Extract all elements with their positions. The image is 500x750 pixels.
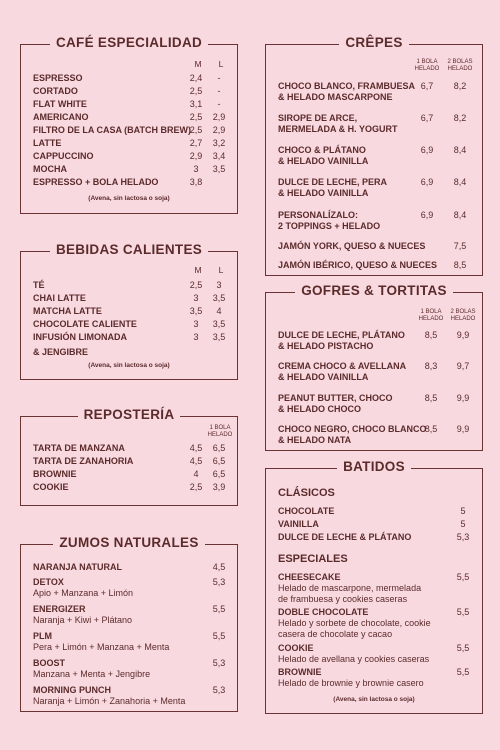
price-l: 3,5 xyxy=(212,164,226,174)
price: 4,5 xyxy=(212,562,226,572)
price-helado: 6,5 xyxy=(212,469,226,479)
price-m: 2,5 xyxy=(189,280,203,290)
especiales-heading: ESPECIALES xyxy=(278,553,348,565)
price-m: 2,7 xyxy=(189,138,203,148)
price: 5,3 xyxy=(456,532,470,542)
menu-item: PLM xyxy=(33,631,52,641)
price-2-bolas: 9,9 xyxy=(456,330,470,340)
price: 5,5 xyxy=(456,667,470,677)
menu-item: DULCE DE LECHE, PLÁTANO xyxy=(278,330,405,340)
menu-item: FILTRO DE LA CASA (BATCH BREW) xyxy=(33,125,191,135)
cafe-section xyxy=(20,35,238,214)
menu-item: BOOST xyxy=(33,658,66,668)
batidos-section xyxy=(265,459,483,714)
milk-note: (Avena, sin lactosa o soja) xyxy=(88,362,170,369)
price-1-bola: 6,9 xyxy=(420,210,434,220)
bebidas-col-l: L xyxy=(218,265,224,275)
menu-item: LATTE xyxy=(33,138,62,148)
price-1-bola: 6,9 xyxy=(420,145,434,155)
menu-item: TARTA DE MANZANA xyxy=(33,443,125,453)
menu-item: CHOCO BLANCO, FRAMBUESA xyxy=(278,81,415,91)
menu-item-line2: & HELADO CHOCO xyxy=(278,404,361,414)
menu-item: INFUSIÓN LIMONADA xyxy=(33,332,127,342)
price-m: 2,4 xyxy=(189,73,203,83)
price: 4,5 xyxy=(189,456,203,466)
price-2-bolas: 8,4 xyxy=(453,145,467,155)
item-description: Apio + Manzana + Limón xyxy=(33,588,134,598)
menu-item: DETOX xyxy=(33,577,64,587)
price-m: 3 xyxy=(193,332,199,342)
menu-item: PERSONALÍZALO: xyxy=(278,210,358,220)
menu-item: ENERGIZER xyxy=(33,604,86,614)
menu-item: BROWNIE xyxy=(278,667,322,677)
item-description: Helado de mascarpone, mermelada xyxy=(278,583,422,593)
menu-item-line2: & HELADO VAINILLA xyxy=(278,188,369,198)
price-m: 3,1 xyxy=(189,99,203,109)
price-l: 3,5 xyxy=(212,319,226,329)
gofres-col-2: 2 BOLAS HELADO xyxy=(450,309,476,322)
clasicos-heading: CLÁSICOS xyxy=(278,487,335,499)
menu-item: DOBLE CHOCOLATE xyxy=(278,607,369,617)
price: 5,3 xyxy=(212,577,226,587)
price: 5,5 xyxy=(212,604,226,614)
price-m: 2,5 xyxy=(189,125,203,135)
item-description: Pera + Limón + Manzana + Menta xyxy=(33,642,170,652)
price-l: 3,2 xyxy=(212,138,226,148)
menu-item: PEANUT BUTTER, CHOCO xyxy=(278,393,393,403)
item-description: Naranja + Limón + Zanahoria + Menta xyxy=(33,696,186,706)
cafe-title: CAFÉ ESPECIALIDAD xyxy=(50,35,208,50)
menu-item: CAPPUCCINO xyxy=(33,151,94,161)
price: 2,5 xyxy=(189,482,203,492)
price-2-bolas: 9,7 xyxy=(456,361,470,371)
price-helado: 3,9 xyxy=(212,482,226,492)
price: 5,3 xyxy=(212,658,226,668)
price-2-bolas: 8,2 xyxy=(453,81,467,91)
menu-item: CORTADO xyxy=(33,86,78,96)
zumos-section xyxy=(20,535,238,712)
menu-item: JAMÓN IBÉRICO, QUESO & NUECES xyxy=(278,260,438,270)
menu-item: CHEESECAKE xyxy=(278,572,341,582)
price-2-bolas: 8,4 xyxy=(453,210,467,220)
price-m: 3,8 xyxy=(189,177,203,187)
price-2-bolas: 9,9 xyxy=(456,424,470,434)
menu-item: ESPRESSO + BOLA HELADO xyxy=(33,177,159,187)
price-1-bola: 8,5 xyxy=(424,330,438,340)
price-l: 4 xyxy=(216,306,222,316)
price-l: 3,5 xyxy=(212,332,226,342)
crepes-col-2: 2 BOLAS HELADO xyxy=(447,59,473,72)
item-description: Helado de avellana y cookies caseras xyxy=(278,654,430,664)
cafe-col-l: L xyxy=(218,59,224,69)
menu-item: TÉ xyxy=(33,280,45,290)
price-l: - xyxy=(217,73,221,83)
reposteria-title: REPOSTERÍA xyxy=(78,407,181,422)
menu-item-line2: & HELADO PISTACHO xyxy=(278,341,374,351)
menu-item: AMERICANO xyxy=(33,112,89,122)
menu-item: CHAI LATTE xyxy=(33,293,86,303)
menu-item: DULCE DE LECHE & PLÁTANO xyxy=(278,532,412,542)
price-l: 2,9 xyxy=(212,112,226,122)
menu-item: MORNING PUNCH xyxy=(33,685,111,695)
price-l: - xyxy=(217,99,221,109)
price-l: 3,4 xyxy=(212,151,226,161)
menu-item: BROWNIE xyxy=(33,469,77,479)
crepes-section xyxy=(265,35,483,276)
milk-note: (Avena, sin lactosa o soja) xyxy=(88,195,170,202)
gofres-col-1: 1 BOLA HELADO xyxy=(418,309,444,322)
bebidas-section xyxy=(20,242,238,380)
menu-item: MOCHA xyxy=(33,164,67,174)
item-description: Manzana + Menta + Jengibre xyxy=(33,669,151,679)
price: 4,5 xyxy=(189,443,203,453)
menu-item: ESPRESSO xyxy=(33,73,83,83)
menu-item: COOKIE xyxy=(33,482,69,492)
price-1-bola: 6,7 xyxy=(420,113,434,123)
bebidas-col-m: M xyxy=(194,265,202,275)
gofres-section xyxy=(265,283,483,451)
menu-item: VAINILLA xyxy=(278,519,319,529)
item-description: Naranja + Kiwi + Plátano xyxy=(33,615,133,625)
price-l: 2,9 xyxy=(212,125,226,135)
price-m: 3 xyxy=(193,319,199,329)
zumos-title: ZUMOS NATURALES xyxy=(53,535,204,550)
menu-item: & JENGIBRE xyxy=(33,347,89,357)
menu-item: DULCE DE LECHE, PERA xyxy=(278,177,388,187)
menu-item-line2: 2 TOPPINGS + HELADO xyxy=(278,221,381,231)
price-m: 3,5 xyxy=(189,306,203,316)
batidos-title: BATIDOS xyxy=(337,459,411,474)
price: 5,5 xyxy=(456,607,470,617)
price-helado: 6,5 xyxy=(212,456,226,466)
price-1-bola: 8,3 xyxy=(424,361,438,371)
price-1-bola: 8,5 xyxy=(424,424,438,434)
crepes-col-1: 1 BOLA HELADO xyxy=(414,59,440,72)
menu-item: CHOCO NEGRO, CHOCO BLANCO xyxy=(278,424,427,434)
price: 5,5 xyxy=(212,631,226,641)
menu-item: NARANJA NATURAL xyxy=(33,562,122,572)
menu-item: CHOCO & PLÁTANO xyxy=(278,145,366,155)
menu-item: CHOCOLATE CALIENTE xyxy=(33,319,137,329)
menu-item: TARTA DE ZANAHORIA xyxy=(33,456,134,466)
price: 5,5 xyxy=(456,572,470,582)
price: 5,5 xyxy=(456,643,470,653)
price-m: 2,9 xyxy=(189,151,203,161)
item-description: Helado y sorbete de chocolate, cookie xyxy=(278,618,431,628)
item-description: casera de chocolate y cacao xyxy=(278,629,393,639)
cafe-col-m: M xyxy=(194,59,202,69)
price-m: 2,5 xyxy=(189,86,203,96)
price-m: 3 xyxy=(193,293,199,303)
menu-item: CREMA CHOCO & AVELLANA xyxy=(278,361,407,371)
menu-item: JAMÓN YORK, QUESO & NUECES xyxy=(278,241,426,251)
price-2-bolas: 9,9 xyxy=(456,393,470,403)
menu-item-line2: & HELADO VAINILLA xyxy=(278,156,369,166)
price-1-bola: 6,7 xyxy=(420,81,434,91)
price-l: - xyxy=(217,86,221,96)
price: 4 xyxy=(193,469,199,479)
menu-item: COOKIE xyxy=(278,643,314,653)
price-l: 3 xyxy=(216,280,222,290)
price: 5 xyxy=(460,506,466,516)
menu-item: CHOCOLATE xyxy=(278,506,335,516)
crepes-title: CRÊPES xyxy=(339,35,408,50)
menu-item: SIROPE DE ARCE, xyxy=(278,113,358,123)
item-description: de frambuesa y cookies caseras xyxy=(278,594,408,604)
price: 5,3 xyxy=(212,685,226,695)
reposteria-col-helado: 1 BOLA HELADO xyxy=(207,425,233,438)
price-2-bolas: 8,4 xyxy=(453,177,467,187)
item-description: Helado de brownie y brownie casero xyxy=(278,678,424,688)
price: 8,5 xyxy=(453,260,467,270)
gofres-title: GOFRES & TORTITAS xyxy=(295,283,453,298)
price-1-bola: 8,5 xyxy=(424,393,438,403)
price: 7,5 xyxy=(453,241,467,251)
price-helado: 6,5 xyxy=(212,443,226,453)
price-l: 3,5 xyxy=(212,293,226,303)
menu-item-line2: & HELADO VAINILLA xyxy=(278,372,369,382)
price: 5 xyxy=(460,519,466,529)
menu-item-line2: MERMELADA & H. YOGURT xyxy=(278,124,398,134)
menu-item-line2: & HELADO NATA xyxy=(278,435,352,445)
menu-item: MATCHA LATTE xyxy=(33,306,102,316)
milk-note: (Avena, sin lactosa o soja) xyxy=(333,696,415,703)
menu-item-line2: & HELADO MASCARPONE xyxy=(278,92,393,102)
reposteria-section xyxy=(20,407,238,506)
menu-item: FLAT WHITE xyxy=(33,99,87,109)
price-1-bola: 6,9 xyxy=(420,177,434,187)
price-m: 2,5 xyxy=(189,112,203,122)
price-m: 3 xyxy=(193,164,199,174)
price-2-bolas: 8,2 xyxy=(453,113,467,123)
bebidas-title: BEBIDAS CALIENTES xyxy=(50,242,208,257)
